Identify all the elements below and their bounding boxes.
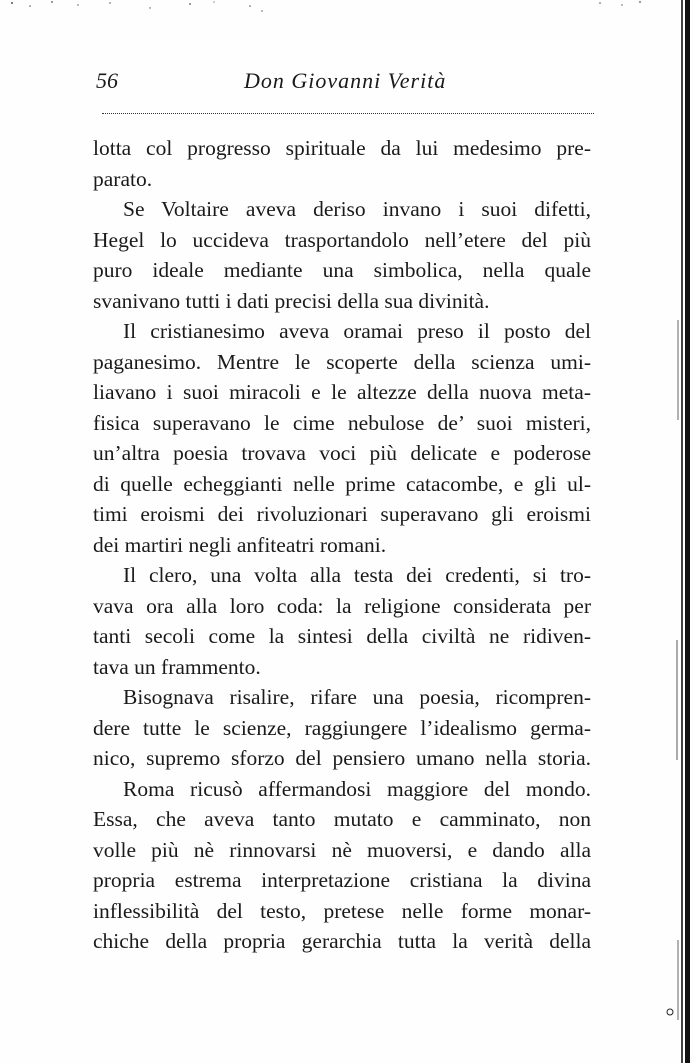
text-line: dere tutte le scienze, raggiungere l’idealismo germa-	[93, 715, 591, 740]
text-line: di quelle echeggianti nelle prime catacombe, e gli ul-	[93, 471, 591, 496]
scan-speckle	[0, 0, 694, 16]
text-line: volle più nè rinnovarsi nè muoversi, e dando alla	[93, 837, 591, 862]
text-line: nico, supremo sforzo del pensiero umano nella storia.	[93, 746, 591, 770]
text-line: paganesimo. Mentre le scoperte della scienza umi-	[93, 349, 591, 374]
page-number: 56	[96, 68, 118, 93]
text-line: fisica superavano le cime nebulose de’ suoi misteri,	[93, 410, 591, 435]
body-text	[93, 133, 591, 957]
header-rule	[102, 113, 594, 114]
text-line: inflessibilità del testo, pretese nelle forme monar-	[93, 898, 591, 923]
text-line: lotta col progresso spirituale da lui medesimo pre-	[93, 136, 591, 160]
text-line: vava ora alla loro coda: la religione considerata per	[93, 593, 591, 618]
text-line: tava un frammento.	[93, 654, 261, 679]
text-line: Il clero, una volta alla testa dei credenti, si tro-	[123, 563, 591, 587]
text-line: Il cristianesimo aveva oramai preso il posto del	[123, 319, 591, 343]
text-line: timi eroismi dei rivoluzionari superavano gli eroismi	[93, 502, 591, 526]
running-title: Don Giovanni Verità	[244, 68, 447, 93]
text-line: Roma ricusò affermandosi maggiore del mondo.	[123, 776, 591, 801]
text-line: Essa, che aveva tanto mutato e camminato, non	[93, 807, 591, 831]
text-line: tanti secoli come la sintesi della civiltà ne ridiven-	[93, 624, 591, 648]
text-line: propria estrema interpretazione cristiana la divina	[93, 868, 591, 892]
text-line: svanivano tutti i dati precisi della sua divinità.	[93, 288, 490, 313]
text-line: Se Voltaire aveva deriso invano i suoi difetti,	[123, 197, 591, 221]
page-binding-edge	[664, 0, 694, 1063]
text-line: Hegel lo uccideva trasportandolo nell’etere del più	[93, 227, 591, 252]
text-line: dei martiri negli anfiteatri romani.	[93, 532, 387, 557]
text-line: parato.	[93, 166, 153, 191]
text-line: liavano i suoi miracoli e le altezze della nuova meta-	[93, 380, 591, 404]
text-line: un’altra poesia trovava voci più delicate e poderose	[93, 441, 591, 465]
text-line: chiche della propria gerarchia tutta la verità della	[93, 929, 591, 953]
text-line: Bisognava risalire, rifare una poesia, ricompren-	[123, 685, 591, 709]
page-header	[96, 62, 596, 102]
text-line: puro ideale mediante una simbolica, nella quale	[93, 258, 591, 282]
